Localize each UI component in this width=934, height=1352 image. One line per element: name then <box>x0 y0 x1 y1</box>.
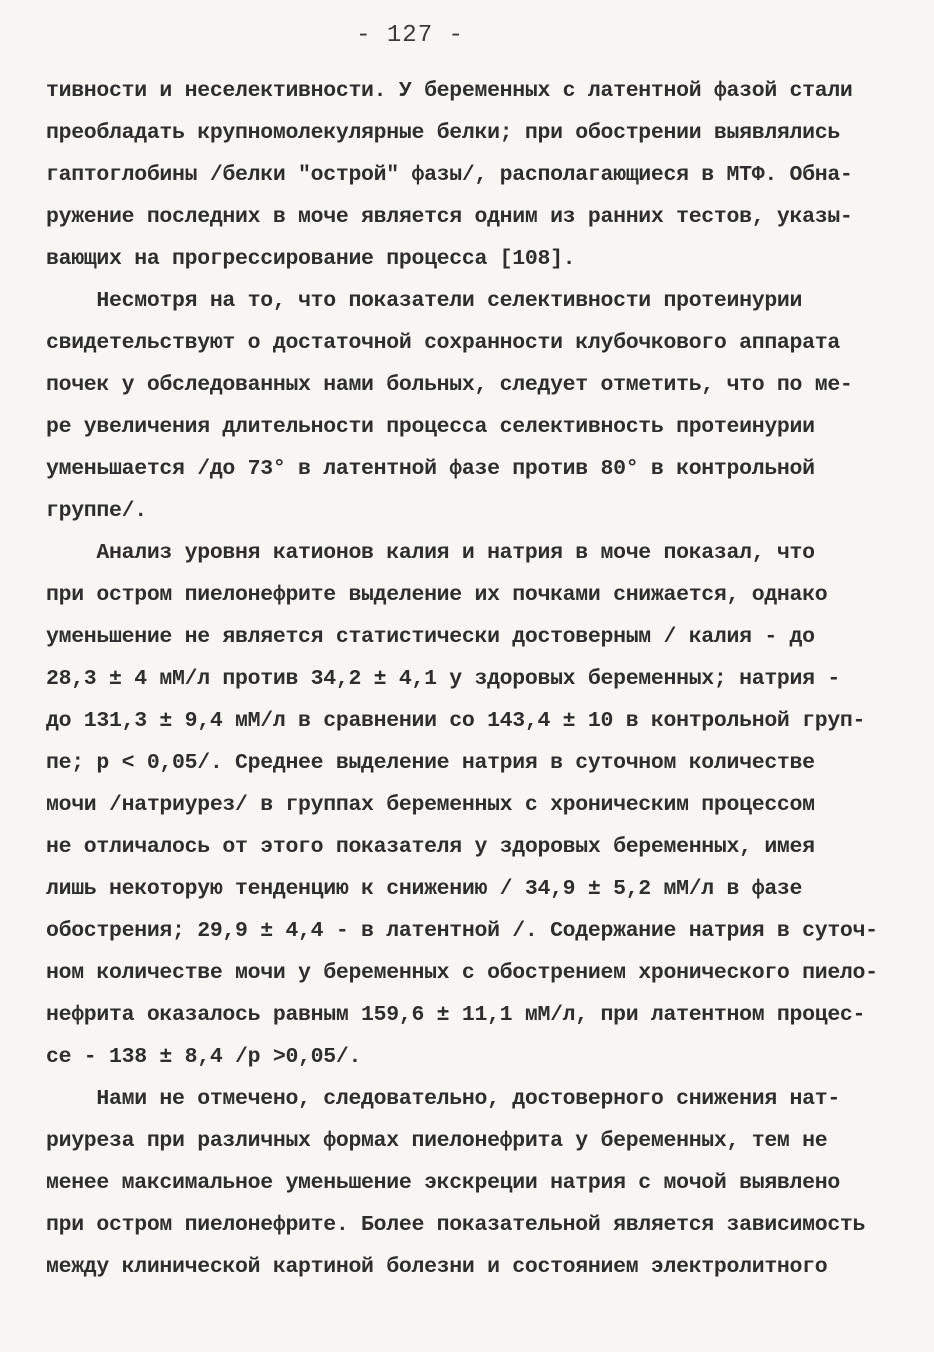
text-line: почек у обследованных нами больных, следует отметить, что по ме- <box>46 373 853 397</box>
text-line: тивности и неселективности. У беременных с латентной фазой стали <box>46 79 853 103</box>
text-line: до 131,3 ± 9,4 мМ/л в сравнении со 143,4 ± 10 в контрольной груп- <box>46 709 866 733</box>
text-line: мочи /натриурез/ в группах беременных с хроническим процессом <box>46 793 815 817</box>
text-line: ном количестве мочи у беременных с обострением хронического пиело- <box>46 961 878 985</box>
text-line: уменьшается /до 73° в латентной фазе против 80° в контрольной <box>46 457 815 481</box>
text-line: Нами не отмечено, следовательно, достоверного снижения нат- <box>46 1087 840 1111</box>
text-line: при остром пиелонефрите выделение их почками снижается, однако <box>46 583 828 607</box>
text-line: между клинической картиной болезни и состоянием электролитного <box>46 1255 828 1279</box>
text-line: ре увеличения длительности процесса селективность протеинурии <box>46 415 815 439</box>
text-line: Несмотря на то, что показатели селективности протеинурии <box>46 289 803 313</box>
text-line: обострения; 29,9 ± 4,4 - в латентной /. Содержание натрия в суточ- <box>46 919 878 943</box>
text-line: 28,3 ± 4 мМ/л против 34,2 ± 4,1 у здоровых беременных; натрия - <box>46 667 840 691</box>
page-number: - 127 - <box>356 22 464 49</box>
text-line: не отличалось от этого показателя у здоровых беременных, имея <box>46 835 815 859</box>
text-line: риуреза при различных формах пиелонефрита у беременных, тем не <box>46 1129 828 1153</box>
text-line: уменьшение не является статистически достоверным / калия - до <box>46 625 815 649</box>
text-line: вающих на прогрессирование процесса [108]. <box>46 247 576 271</box>
text-line: ружение последних в моче является одним из ранних тестов, указы- <box>46 205 853 229</box>
text-line: гаптоглобины /белки "острой" фазы/, располагающиеся в МТФ. Обна- <box>46 163 853 187</box>
text-line: се - 138 ± 8,4 /р >0,05/. <box>46 1045 362 1069</box>
text-line: группе/. <box>46 499 147 523</box>
text-line: нефрита оказалось равным 159,6 ± 11,1 мМ/л, при латентном процес- <box>46 1003 866 1027</box>
body-text <box>46 70 896 1288</box>
text-line: лишь некоторую тенденцию к снижению / 34,9 ± 5,2 мМ/л в фазе <box>46 877 803 901</box>
text-line: свидетельствуют о достаточной сохранности клубочкового аппарата <box>46 331 840 355</box>
text-line: менее максимальное уменьшение экскреции натрия с мочой выявлено <box>46 1171 840 1195</box>
text-line: при остром пиелонефрите. Более показательной является зависимость <box>46 1213 866 1237</box>
text-line: пе; р < 0,05/. Среднее выделение натрия в суточном количестве <box>46 751 815 775</box>
text-line: преобладать крупномолекулярные белки; при обострении выявлялись <box>46 121 840 145</box>
text-line: Анализ уровня катионов калия и натрия в моче показал, что <box>46 541 815 565</box>
